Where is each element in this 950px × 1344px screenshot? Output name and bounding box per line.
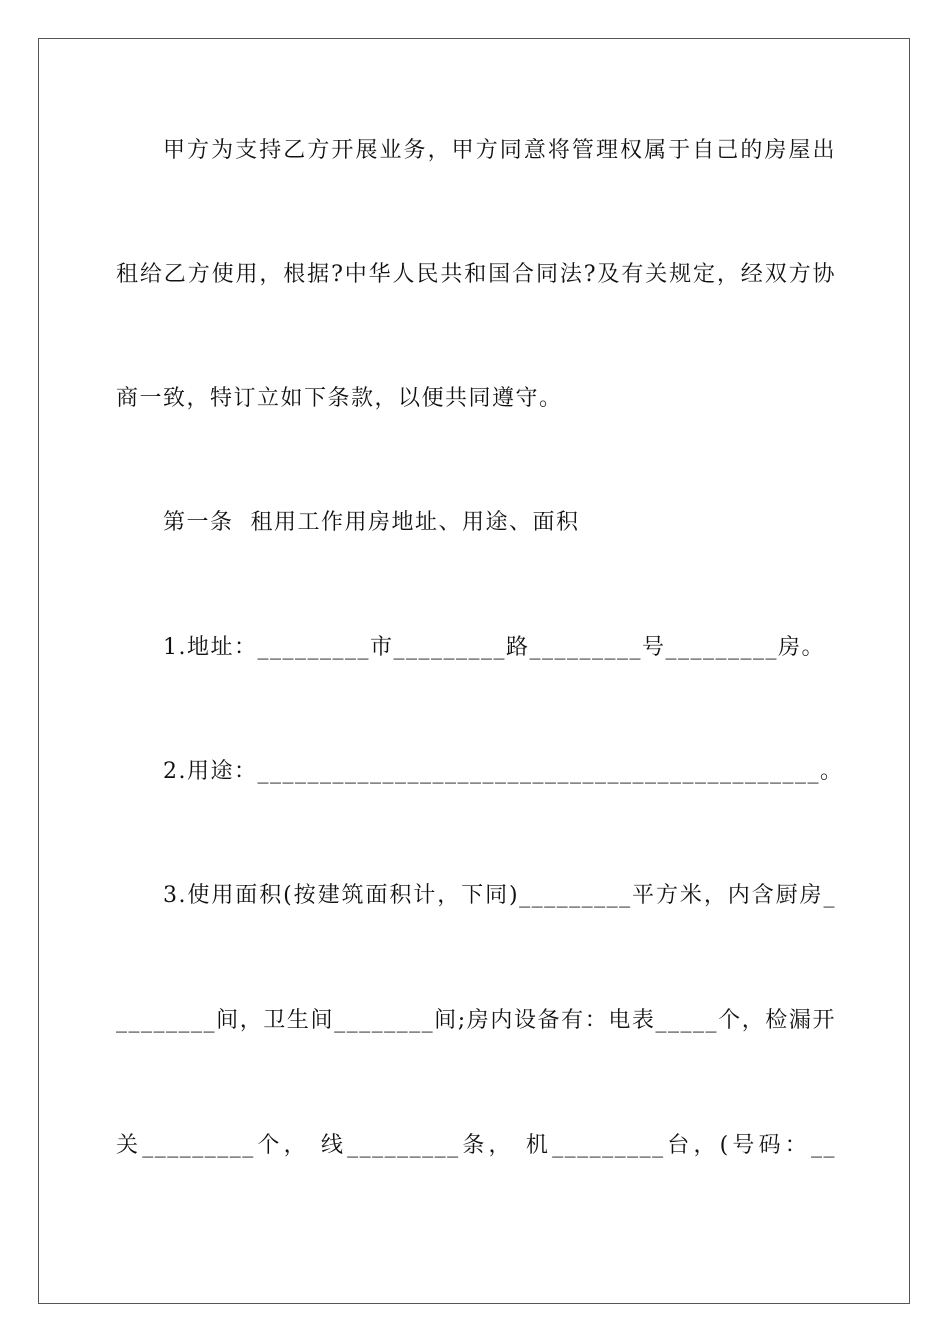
paragraph-line-2: 租给乙方使用，根据?中华人民共和国合同法?及有关规定，经双方协 [116,262,836,287]
clause-area-line-2: ________间，卫生间________间;房内设备有：电表_____个，检漏开 [116,1008,836,1033]
paragraph-line-3: 商一致，特订立如下条款，以便共同遵守。 [116,386,563,411]
clause-address: 1.地址：_________市_________路_________号_________房。 [163,635,825,660]
clause-usage: 2.用途：_____________________________________________。 [163,759,844,784]
section-heading: 第一条 租用工作用房地址、用途、面积 [163,510,580,535]
clause-area-line-3: 关_________个， 线_________条， 机_________台，(号码：__ [116,1133,836,1158]
page-frame [38,38,910,1304]
clause-area-line-1: 3.使用面积(按建筑面积计，下同)_________平方米，内含厨房_ [163,883,836,908]
paragraph-line-1: 甲方为支持乙方开展业务，甲方同意将管理权属于自己的房屋出 [163,138,836,163]
